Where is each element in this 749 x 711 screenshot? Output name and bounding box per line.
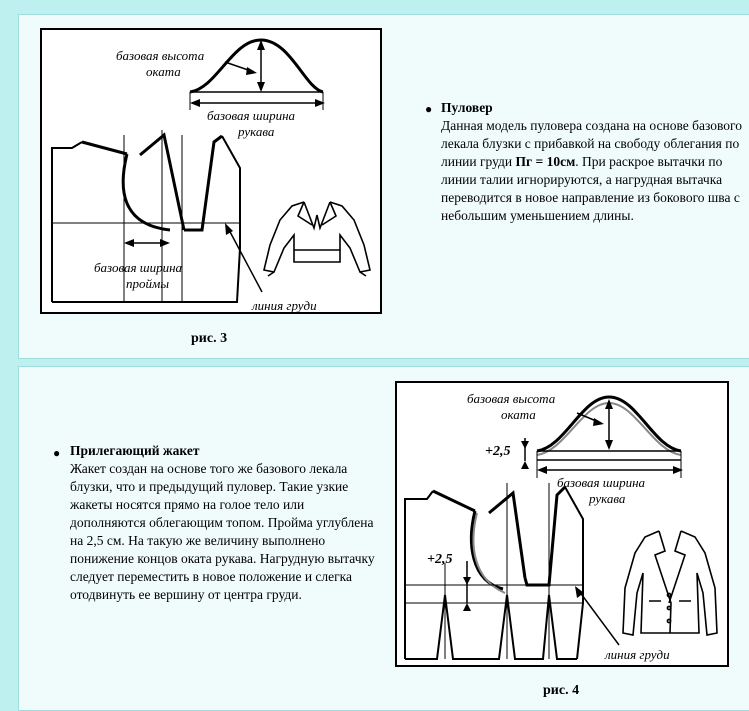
pullover-panel: [18, 14, 749, 359]
jacket-pattern-svg: [397, 383, 727, 665]
label-cap-height-2: оката: [501, 407, 536, 422]
pullover-pattern-svg: [42, 30, 380, 312]
pullover-sketch: [264, 202, 370, 276]
label-sleeve-width-1: базовая ширина: [557, 475, 646, 490]
label-cap-height-2: оката: [146, 64, 181, 79]
pullover-ease-value: Пг = 10см: [515, 154, 576, 169]
label-plus-left: +2,5: [427, 552, 453, 567]
label-sleeve-width-2: рукава: [589, 491, 626, 506]
figure-3-drawing: [40, 28, 382, 314]
pullover-text-after: . При раскрое вытачки по линии талии игнорируются, а нагрудная вытачка переводится в новое направление из бокового шва с небольшим уменьшением длины.: [441, 154, 740, 223]
bullet-icon: ●: [53, 446, 61, 460]
jacket-text: Жакет создан на основе того же базового лекала блузки, что и предыдущий пуловер. Такие узкие жакеты носятся прямо на голое тело или дополняются облегающим топом. Пройма углублена на 2,5 см. На такую же величину выполнено понижение концов оката рукава. Нагрудную вытачку следует переместить в новое положение и слегка отодвинуть ее вершину от центра груди.: [70, 461, 375, 602]
label-cap-height-1: базовая высота: [116, 48, 205, 63]
label-armhole-width-1: базовая ширина: [94, 260, 183, 275]
label-plus-top: +2,5: [485, 444, 511, 459]
jacket-sketch: [623, 531, 717, 635]
figure-4-caption: рис. 4: [543, 683, 580, 698]
label-armhole-width-2: проймы: [126, 276, 170, 291]
pullover-description: [441, 99, 749, 225]
sleeve-cap-curve: [190, 40, 323, 92]
figure-4-drawing: [395, 381, 729, 667]
label-bust-line: линия груди: [605, 647, 670, 662]
figure-3-caption: рис. 3: [191, 331, 228, 346]
jacket-title: Прилегающий жакет: [70, 443, 200, 458]
label-sleeve-width-1: базовая ширина: [207, 108, 296, 123]
label-cap-height-1: базовая высота: [467, 391, 556, 406]
pullover-title: Пуловер: [441, 100, 493, 115]
pullover-text-before: Данная модель пуловера создана на основе базового лекала блузки с прибавкой на свободу облегания по линии груди: [441, 118, 742, 169]
bullet-icon: ●: [425, 102, 433, 116]
jacket-description: [70, 442, 380, 604]
label-bust-line: линия груди: [252, 298, 317, 312]
jacket-panel: [18, 366, 749, 711]
label-sleeve-width-2: рукава: [238, 124, 275, 139]
